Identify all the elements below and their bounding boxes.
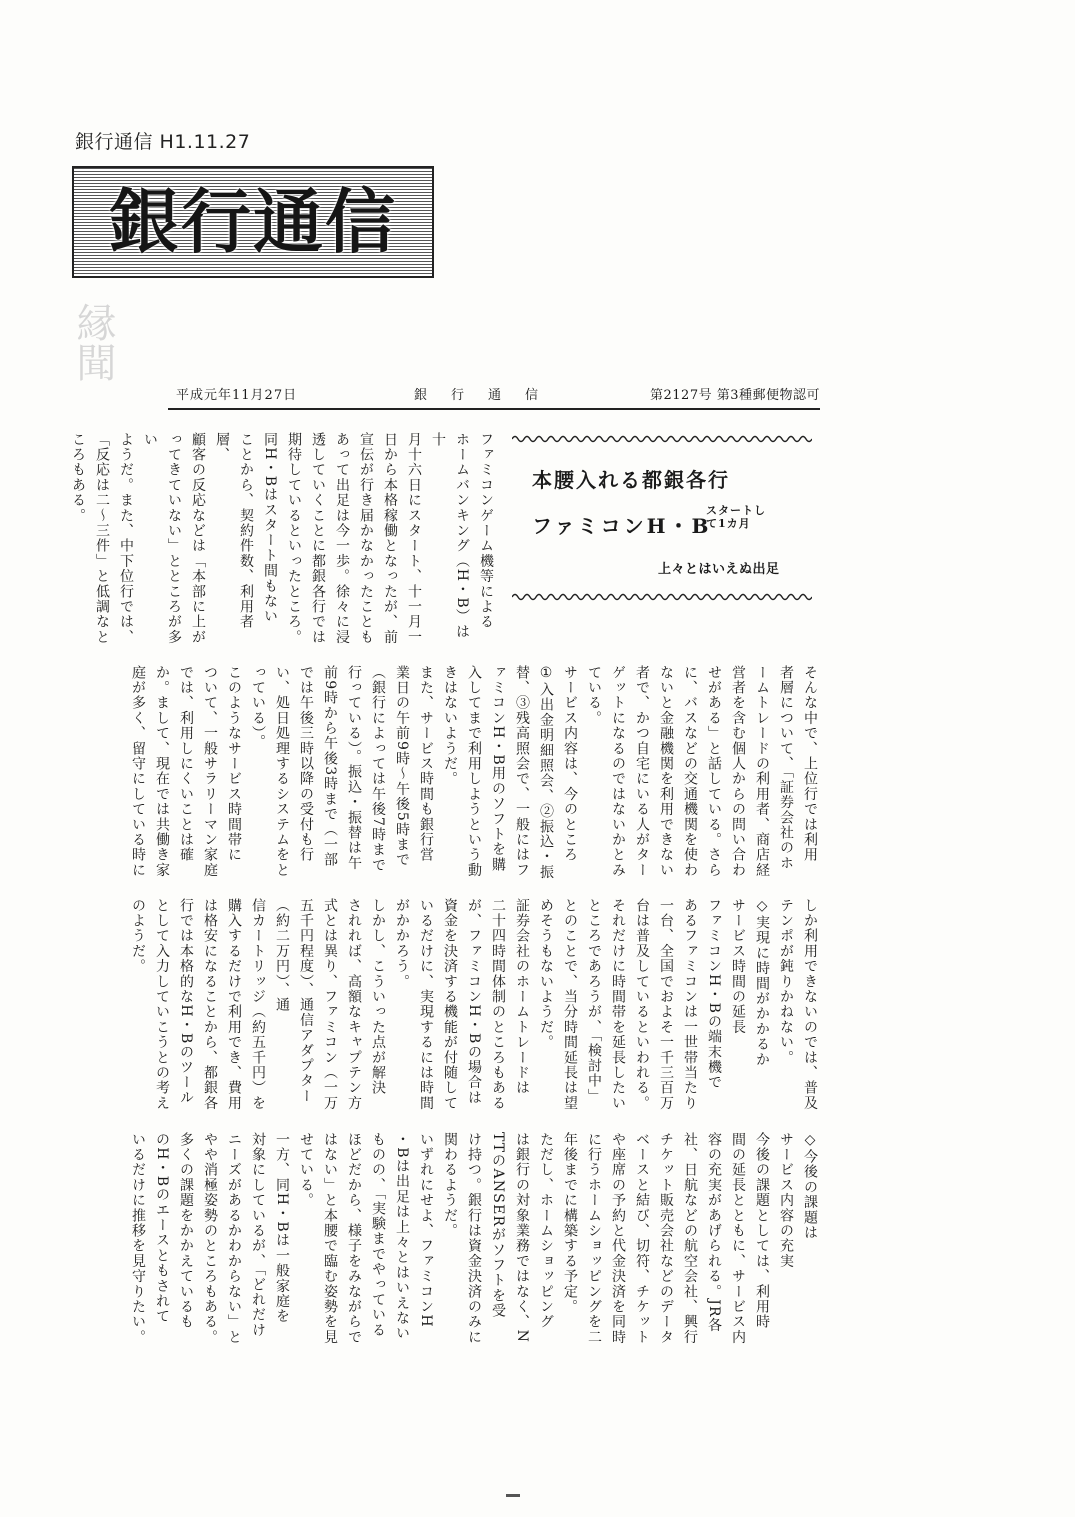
wavy-rule-top xyxy=(512,434,812,444)
headline-box xyxy=(506,428,822,606)
clipping-label: 銀行通信 H1.11.27 xyxy=(75,131,251,153)
issue-date: 平成元年11月27日 xyxy=(176,388,298,403)
issue-number: 第2127号 第3種郵便物認可 xyxy=(650,388,820,403)
page-number-mark xyxy=(506,1494,520,1497)
faded-show-through-text: 縁聞 xyxy=(70,302,116,382)
article-column-4: ◇今後の課題は サービス内容の充実 今後の課題としては、利用時 間の延長とともに、サービス内 容の充実があげられる。JR各 社、日航などの航空会社、興行 チケット販売会社などのデータ ベースと結び、切符、チケット や座席の予約と代金決済を同時 に行うホームショッピングを二 年後までに構築する予定。 ただし、ホームショッピング は銀行の対象業務ではなく、N TTのANSERがソフトを受 け持つ。銀行は資金決済のみに 関わるようだ。 いずれにせよ、ファミコンH ・Bは出足は上々とはいえない ものの、「実験までやっている ほどだから、様子をみながらで はない」と本腰で臨む姿勢を見 せている。 一方、同H・Bは一般家庭を 対象にしているが、「どれだけ ニーズがあるかわからない」と やや消極姿勢のところもある。 多くの課題をかかえているも のH・Bのエースともされて いるだけに推移を見守りたい。 xyxy=(130,1132,818,1345)
masthead-inner xyxy=(88,178,418,266)
masthead xyxy=(72,166,434,278)
paper-name: 銀行通信 xyxy=(414,388,563,403)
masthead-title: 銀行通信 xyxy=(109,180,397,263)
newspaper-header xyxy=(168,380,820,410)
article-column-3: しか利用できないのでは、普及 テンポが鈍りかねない。 ◇実現に時間がかかるか サービス時間の延長 ファミコンH・Bの端末機で あるファミコンは一世帯当たり 一台、全国でおよそ一千三百万 台は普及しているといわれる。 それだけに時間帯を延長したい ところであろうが、「検討中」 とのことで、当分時間延長は望 めそうもないようだ。 証券会社のホームトレードは 二十四時間体制のところもある が、ファミコンH・Bの場合は 資金を決済する機能が付随して いるだけに、実現するには時間 がかかろう。 しかし、こういった点が解決 されれば、高額なキャプテン方 式とは異り、ファミコン（一万 五千円程度）、通信アダプター（約二万円）、通 信カートリッジ（約五千円）を 購入するだけで利用でき、費用 は格安になることから、都銀各 行では本格的なH・Bのツール として入力していこうとの考え のようだ。 xyxy=(130,898,818,1111)
headline-sub-small: スタートして1カ月 xyxy=(706,504,766,530)
headline-sub: ファミコンH・B xyxy=(532,514,712,538)
headline-note: 上々とはいえぬ出足 xyxy=(658,562,780,577)
article-column-1: ファミコンゲーム機等による ホームバンキング（H・B）は十 月十六日にスタート、十一月一 日から本格稼働となったが、前 宣伝が行き届かなかったことも あって出足は今一歩。徐々に浸 透していくことに都銀各行では 期待しているといったところ。 同H・Bはスタート間もない ことから、契約件数、利用者層、 顧客の反応などは「本部に上が ってきていない」とところが多い ようだ。また、中下位行では、 「反応は二～三件」と低調なと ころもある。 xyxy=(70,432,494,645)
article-column-2: そんな中で、上位行では利用 者層について、「証券会社のホ ームトレードの利用者、商店経 営者を含む個人からの問い合わ せがある」と話している。さら に、バスなどの交通機関を使わ ないと金融機関を利用できない 者で、かつ自宅にいる人がター ゲットになるのではないかとみ ている。 サービス内容は、今のところ ①入出金明細照会、②振込・振 替、③残高照会で、一般にはフ ァミコンH・B用のソフトを購 入してまで利用しようという動 きはないようだ。 また、サービス時間も銀行営 業日の午前9時～午後5時まで （銀行によっては午後7時まで 行っている）。振込・振替は午 前9時から午後3時まで（一部 では午後三時以降の受付も行 い、処日処理するシステムをと っている）。 このようなサービス時間帯に ついて、一般サラリーマン家庭 では、利用しにくいことは確 か。まして、現在では共働き家 庭が多く、留守にしている時に xyxy=(130,665,818,880)
headline-main: 本腰入れる都銀各行 xyxy=(532,468,730,492)
wavy-rule-bottom xyxy=(512,592,812,602)
